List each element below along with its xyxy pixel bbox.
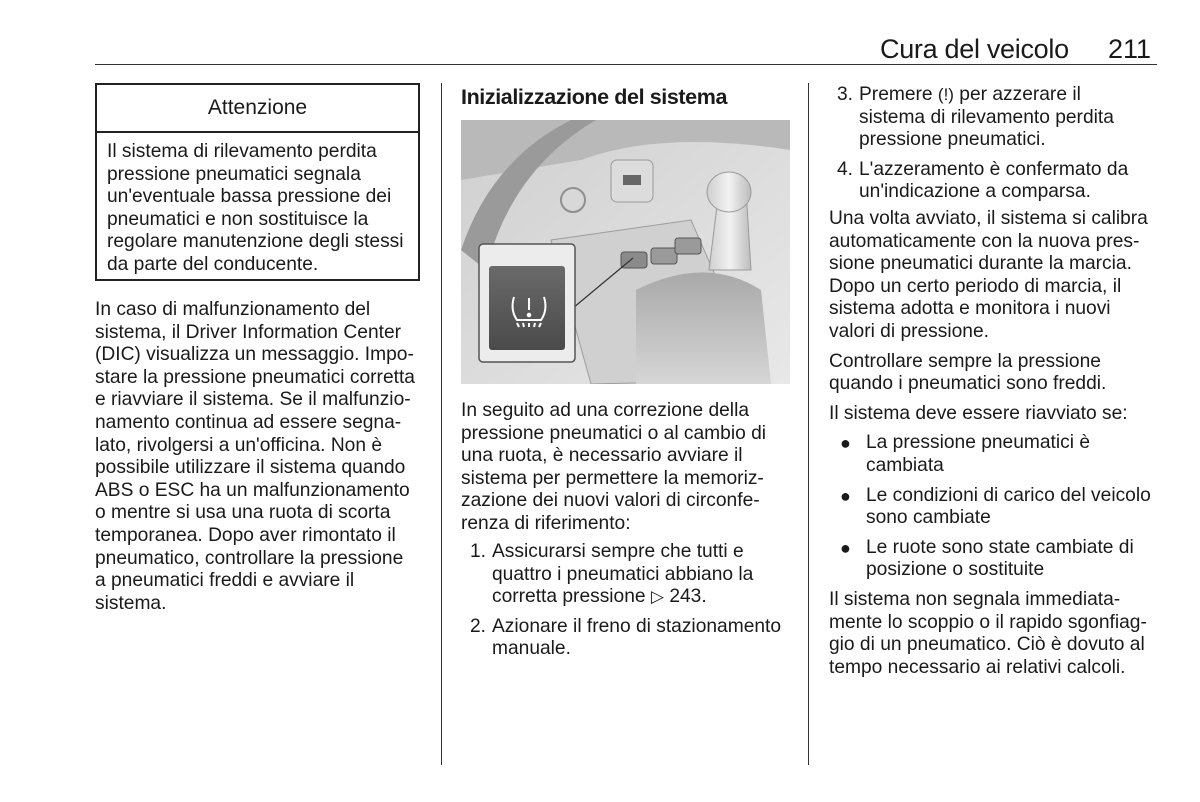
text-line: possibile utilizzare il sistema quando <box>95 457 406 479</box>
bullet-dot: ● <box>840 537 851 558</box>
warning-box <box>95 83 420 281</box>
paragraph <box>829 589 1164 679</box>
column-divider-1 <box>441 83 442 765</box>
text-line: sistema di rilevamento perdita <box>859 106 1114 128</box>
text-line: tempo necessario ai relativi calcoli. <box>829 656 1126 678</box>
column-divider-2 <box>808 83 809 765</box>
list-item <box>837 84 1159 152</box>
step3-text-after: per azzerare il <box>953 84 1081 105</box>
step-number: 2. <box>470 615 487 637</box>
step-number: 4. <box>837 158 854 180</box>
right-paragraphs <box>829 208 1164 686</box>
paragraph <box>829 208 1164 344</box>
text-line: a pneumatici freddi e avviare il <box>95 570 355 592</box>
text-line: una ruota, è necessario avviare il <box>461 445 743 467</box>
bullet-dot: ● <box>840 485 851 506</box>
text-line: cambiata <box>866 454 944 476</box>
tpms-icon: (!) <box>937 85 954 104</box>
text-line: Le ruote sono state cambiate di <box>866 536 1134 558</box>
list-item <box>840 432 1164 477</box>
left-paragraph <box>95 299 430 615</box>
text-line <box>859 84 1159 107</box>
text-line: Una volta avviato, il sistema si calibra <box>829 208 1148 229</box>
right-steps <box>837 84 1159 211</box>
text-line: Le condizioni di carico del veicolo <box>866 484 1151 506</box>
warning-title: Attenzione <box>97 85 418 133</box>
text-line: In seguito ad una correzione della <box>461 400 750 421</box>
text-line: Il sistema non segnala immediata- <box>829 588 1121 610</box>
chapter-title: Cura del veicolo <box>880 34 1069 64</box>
text-line: (DIC) visualizza un messaggio. Impo- <box>95 344 414 366</box>
text-line: sono cambiate <box>866 507 991 529</box>
text-line: Azionare il freno di stazionamento <box>492 615 782 637</box>
text-line: automaticamente con la nuova pres- <box>829 230 1140 252</box>
warning-text: Il sistema di rilevamento perdita pressione pneumatici segnala un'eventuale bassa pressione dei pneumatici e non sostituisce la regolare manutenzione degli stessi da parte del conducente. <box>107 141 404 275</box>
middle-steps <box>470 541 792 668</box>
text-line: Dopo un certo periodo di marcia, il <box>829 275 1122 297</box>
text-line: sistema per permettere la memoriz- <box>461 467 764 489</box>
bullet-dot: ● <box>840 433 851 454</box>
text-line: e riavviare il sistema. Se il malfunzio- <box>95 389 411 411</box>
list-item <box>840 484 1164 530</box>
bullet-list <box>829 432 1164 582</box>
text-line: zazione dei nuovi valori di circonfe- <box>461 490 760 512</box>
text-line: sistema adotta e monitora i nuovi <box>829 298 1111 320</box>
middle-intro <box>461 400 796 536</box>
text-line: pneumatico, controllare la pressione <box>95 547 404 569</box>
text-line: pressione pneumatici. <box>859 129 1046 151</box>
text-line: sistema, il Driver Information Center <box>95 321 402 343</box>
step-number: 3. <box>837 84 854 105</box>
text-line: valori di pressione. <box>829 320 989 342</box>
list-item <box>840 536 1164 582</box>
text-line: pressione pneumatici o al cambio di <box>461 422 767 444</box>
text-line: sione pneumatici durante la marcia. <box>829 253 1132 275</box>
text-line: quattro i pneumatici abbiano la <box>492 563 754 585</box>
text-line: un'indicazione a comparsa. <box>859 181 1091 203</box>
text-line: sistema. <box>95 592 167 614</box>
text-line: L'azzeramento è confermato da <box>859 158 1129 180</box>
text-line: La pressione pneumatici è <box>866 432 1090 454</box>
text-line: manuale. <box>492 638 571 660</box>
text-line: Controllare sempre la pressione <box>829 350 1101 372</box>
text-line: quando i pneumatici sono freddi. <box>829 373 1107 395</box>
step-number: 1. <box>470 541 487 562</box>
xref-page: 243. <box>663 586 707 608</box>
text-line: o mentre si usa una ruota di scorta <box>95 502 391 524</box>
section-title: Inizializzazione del sistema <box>461 85 728 109</box>
xref-prefix: corretta pressione <box>492 586 651 608</box>
text-line: namento continua ad essere segna- <box>95 411 402 433</box>
text-line: ABS o ESC ha un malfunzionamento <box>95 479 410 501</box>
car-console-illustration <box>461 120 790 384</box>
paragraph <box>829 351 1164 396</box>
text-line: mente lo scoppio o il rapido sgonfiag- <box>829 611 1147 633</box>
step3-text-before: Premere <box>859 84 938 105</box>
text-line: lato, rivolgersi a un'officina. Non è <box>95 434 383 456</box>
list-item <box>470 615 792 661</box>
text-line: stare la pressione pneumatici corretta <box>95 366 415 388</box>
gear-console-figure <box>461 120 790 384</box>
text-line: posizione o sostituite <box>866 559 1045 581</box>
list-item <box>837 158 1159 204</box>
text-line: gio di un pneumatico. Ciò è dovuto al <box>829 634 1145 656</box>
text-line: renza di riferimento: <box>461 512 631 534</box>
text-line: Assicurarsi sempre che tutti e <box>492 541 744 562</box>
page-number: 211 <box>1108 34 1152 64</box>
text-line: In caso di malfunzionamento del <box>95 299 371 320</box>
header-rule <box>95 64 1157 65</box>
list-item <box>470 541 792 609</box>
triangle-right-icon: ▷ <box>650 587 664 607</box>
paragraph: Il sistema deve essere riavviato se: <box>829 402 1128 424</box>
text-line: temporanea. Dopo aver rimontato il <box>95 524 396 546</box>
text-line <box>492 586 792 609</box>
